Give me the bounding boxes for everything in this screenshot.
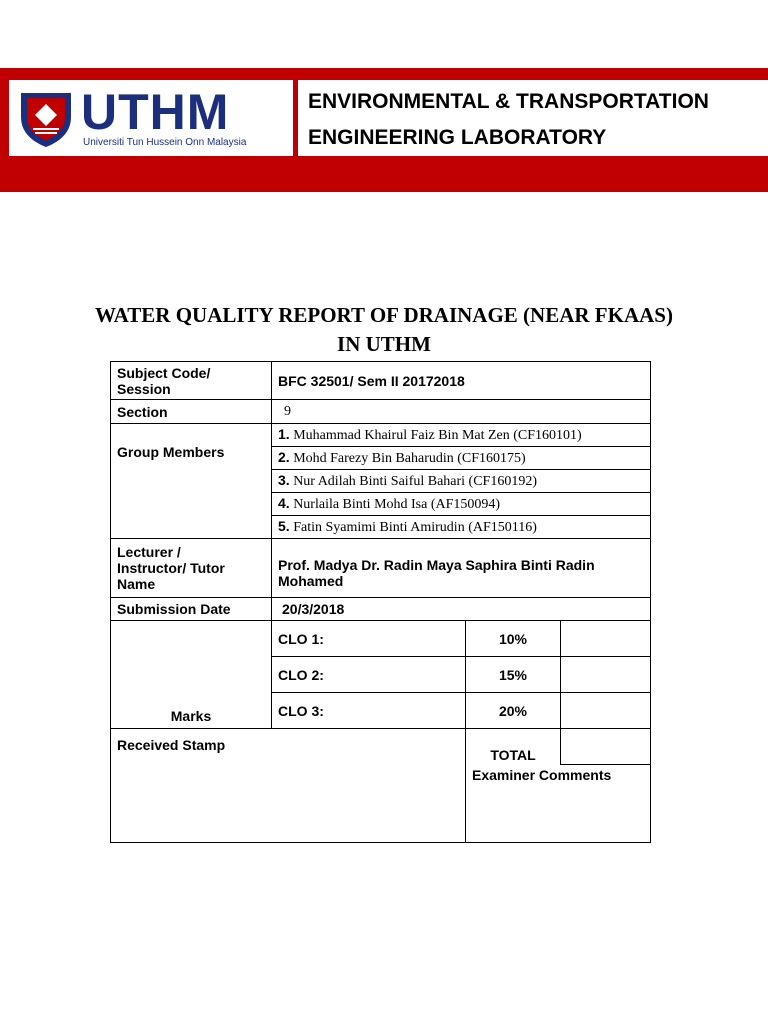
subject-code-value: BFC 32501/ Sem II 20172018	[272, 362, 651, 400]
logo-wordmark: UTHM	[81, 84, 230, 140]
lab-title-line-1: ENVIRONMENTAL & TRANSPORTATION	[308, 90, 709, 113]
section-label: Section	[111, 400, 272, 424]
received-stamp-box: Received Stamp	[111, 729, 466, 843]
lab-title-line-2: ENGINEERING LABORATORY	[308, 126, 607, 149]
clo-2-weight: 15%	[466, 657, 561, 693]
cover-form-table	[110, 361, 651, 843]
shield-emblem-icon	[17, 89, 75, 149]
subject-code-label: Subject Code/ Session	[111, 362, 272, 400]
total-label: TOTAL	[466, 729, 561, 765]
submission-date-value: 20/3/2018	[272, 598, 651, 621]
group-member-3: 3. Nur Adilah Binti Saiful Bahari (CF160192)	[272, 470, 651, 493]
report-title-line-2: IN UTHM	[337, 332, 431, 356]
examiner-comments-box[interactable]: Examiner Comments	[466, 765, 651, 843]
section-value: 9	[272, 400, 651, 424]
clo-3-label: CLO 3:	[272, 693, 466, 729]
clo-2-label: CLO 2:	[272, 657, 466, 693]
group-members-label: Group Members	[111, 424, 272, 539]
university-logo	[9, 80, 293, 156]
group-member-2: 2. Mohd Farezy Bin Baharudin (CF160175)	[272, 447, 651, 470]
lecturer-name: Prof. Madya Dr. Radin Maya Saphira Binti Radin Mohamed	[272, 539, 651, 598]
clo-1-label: CLO 1:	[272, 621, 466, 657]
report-title-line-1: WATER QUALITY REPORT OF DRAINAGE (NEAR FKAAS)	[95, 303, 673, 327]
clo-1-weight: 10%	[466, 621, 561, 657]
clo-1-mark-cell[interactable]	[561, 621, 651, 657]
lab-title-box	[298, 80, 768, 156]
logo-subtitle: Universiti Tun Hussein Onn Malaysia	[83, 137, 247, 148]
group-member-4: 4. Nurlaila Binti Mohd Isa (AF150094)	[272, 493, 651, 516]
group-member-1: 1. Muhammad Khairul Faiz Bin Mat Zen (CF160101)	[272, 424, 651, 447]
submission-date-label: Submission Date	[111, 598, 272, 621]
marks-label: Marks	[111, 621, 272, 729]
group-member-5: 5. Fatin Syamimi Binti Amirudin (AF150116)	[272, 516, 651, 539]
clo-3-weight: 20%	[466, 693, 561, 729]
clo-3-mark-cell[interactable]	[561, 693, 651, 729]
lecturer-label: Lecturer / Instructor/ Tutor Name	[111, 539, 272, 598]
clo-2-mark-cell[interactable]	[561, 657, 651, 693]
total-mark-cell[interactable]	[561, 729, 651, 765]
